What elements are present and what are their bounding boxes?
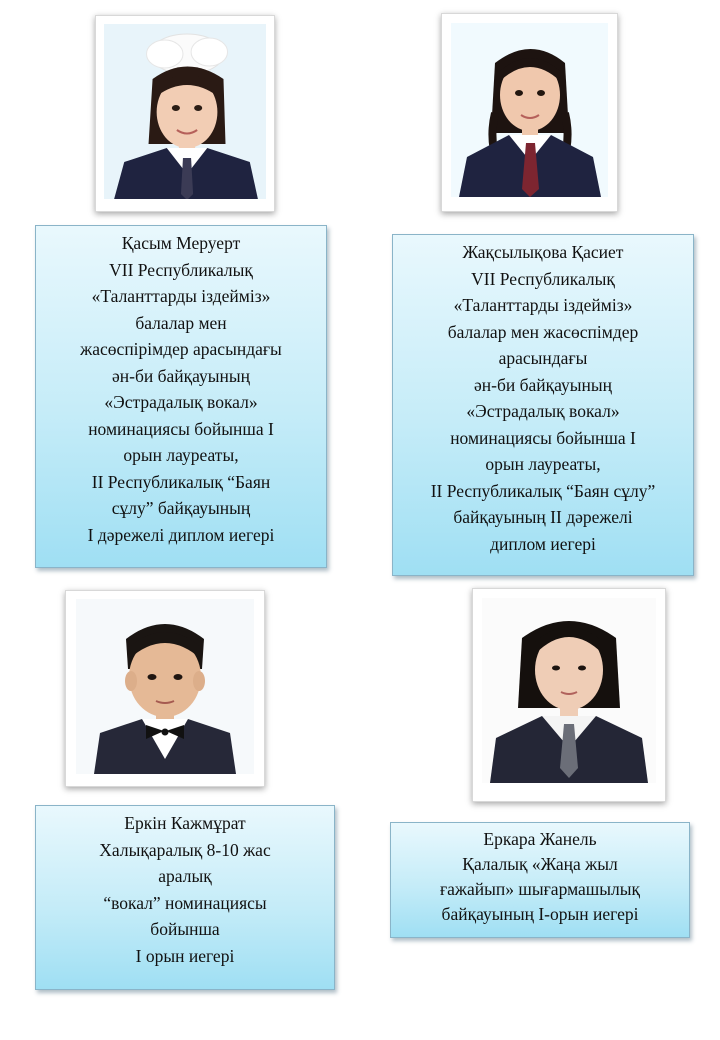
award-line: ән-би байқауының [473, 374, 613, 395]
award-line: «Таланттарды іздейміз» [453, 295, 633, 315]
award-line: балалар мен [135, 312, 227, 333]
award-line: бойынша [150, 919, 220, 939]
award-line: I дәрежелі диплом иегері [87, 524, 275, 545]
award-line: “вокал” номинациясы [103, 892, 267, 913]
girl-braids-portrait-icon [451, 23, 608, 197]
award-line: номинациясы бойынша I [450, 427, 636, 448]
award-line: орын лауреаты, [485, 454, 601, 474]
portrait-photo-meruert [95, 15, 275, 212]
student-name: Қасым Меруерт [121, 233, 241, 253]
award-line: II Республикалық “Баян сұлу” [430, 480, 656, 501]
award-line: «Эстрадалық вокал» [466, 401, 620, 421]
award-line: диплом иегері [490, 533, 596, 554]
award-line: VII Республикалық [471, 268, 615, 289]
achievement-card-meruert [35, 225, 327, 568]
award-line: аралық [158, 866, 212, 886]
portrait-photo-zhanel [472, 588, 666, 802]
girl-tie-portrait-icon [482, 598, 656, 783]
portrait-photo-kasiet [441, 13, 618, 212]
award-line: VII Республикалық [109, 259, 253, 280]
boy-bowtie-portrait-icon [76, 599, 254, 774]
achievement-card-kazhmurat [35, 805, 335, 990]
award-line: номинациясы бойынша I [88, 418, 274, 439]
student-name: Еркара Жанель [483, 829, 597, 849]
award-line: ән-би байқауының [111, 365, 251, 386]
award-line: байқауының I-орын иегері [441, 904, 639, 924]
student-name: Жақсылықова Қасиет [462, 242, 624, 262]
achievement-card-kasiet [392, 234, 694, 576]
achievement-card-zhanel [390, 822, 690, 938]
award-line: арасындағы [498, 348, 588, 368]
award-line: балалар мен жасөспімдер [447, 321, 639, 342]
award-line: I орын иегері [135, 945, 235, 966]
award-line: байқауының II дәрежелі [453, 507, 633, 527]
award-line: сұлу” байқауының [111, 498, 251, 518]
portrait-photo-kazhmurat [65, 590, 265, 787]
award-line: ғажайып» шығармашылық [439, 879, 641, 899]
award-line: «Эстрадалық вокал» [104, 392, 258, 412]
award-line: «Таланттарды іздейміз» [91, 286, 271, 306]
student-name: Еркін Кажмұрат [124, 813, 246, 833]
award-line: Қалалық «Жаңа жыл [462, 854, 618, 874]
girl-bow-portrait-icon [104, 24, 266, 199]
award-line: II Республикалық “Баян [91, 471, 271, 492]
award-line: Халықаралық 8-10 жас [99, 839, 271, 860]
award-line: орын лауреаты, [123, 445, 239, 465]
award-line: жасөспірімдер арасындағы [80, 339, 282, 359]
